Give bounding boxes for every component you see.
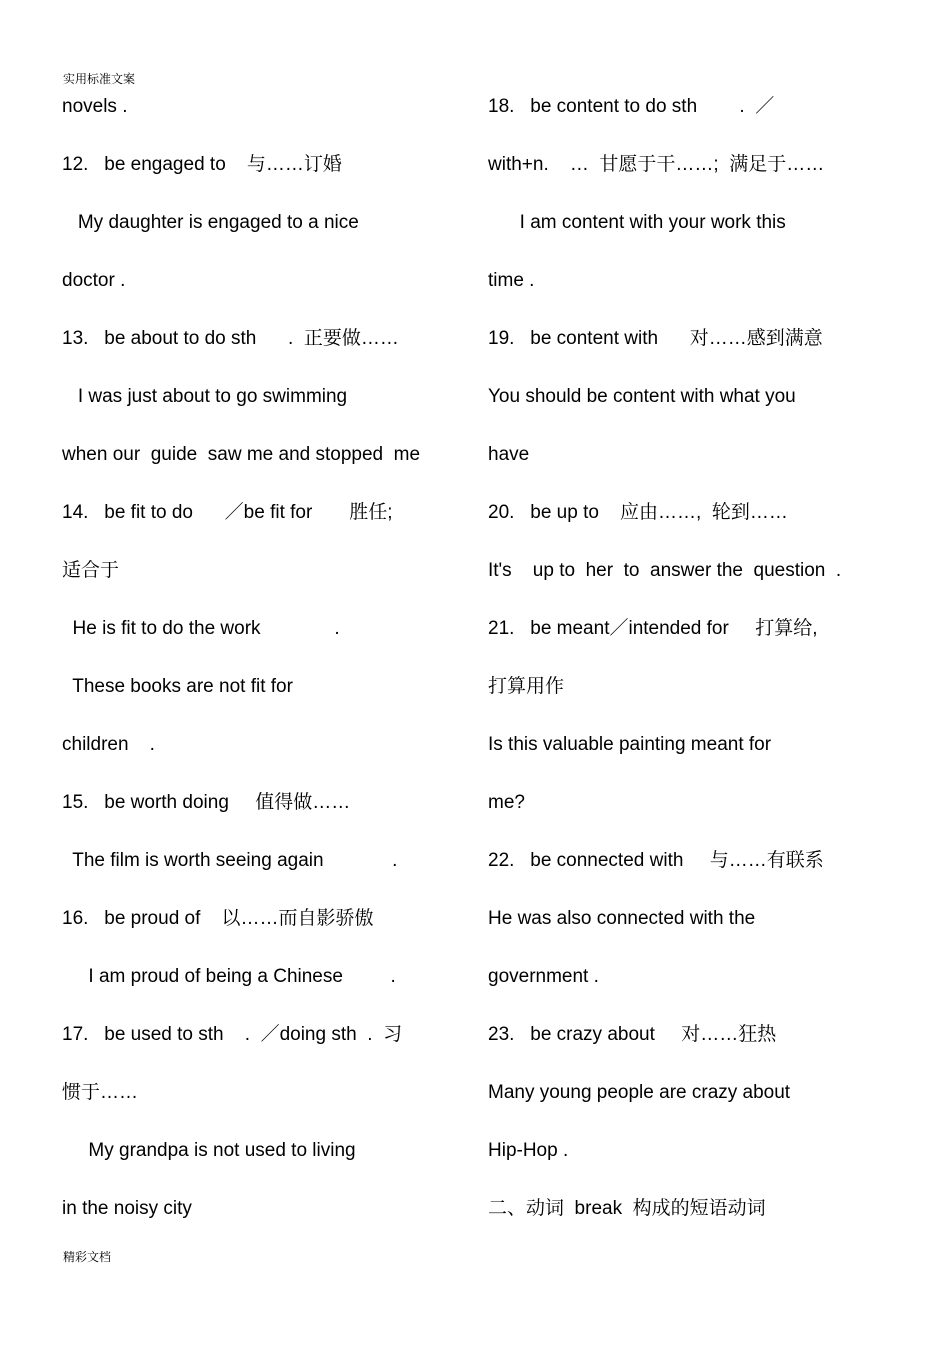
text-line: 15. be worth doing 值得做…… bbox=[62, 792, 351, 813]
text-line: 21. be meant／intended for 打算给, bbox=[488, 618, 818, 639]
text-line: 二、动词 break 构成的短语动词 bbox=[488, 1198, 766, 1219]
text-line: I am content with your work this bbox=[488, 212, 786, 233]
text-line: Is this valuable painting meant for bbox=[488, 734, 772, 755]
text-line: 13. be about to do sth . 正要做…… bbox=[62, 328, 399, 349]
text-line: 14. be fit to do ／be fit for 胜任; bbox=[62, 502, 393, 523]
page-header: 实用标准文案 bbox=[63, 72, 136, 86]
page-footer: 精彩文档 bbox=[63, 1250, 112, 1264]
text-line: me? bbox=[488, 792, 525, 813]
text-line: My daughter is engaged to a nice bbox=[62, 212, 359, 233]
text-line: You should be content with what you bbox=[488, 386, 796, 407]
text-line: 22. be connected with 与……有联系 bbox=[488, 850, 824, 871]
text-line: I was just about to go swimming bbox=[62, 386, 348, 407]
text-line: 18. be content to do sth . ／ bbox=[488, 96, 775, 117]
text-line: 23. be crazy about 对……狂热 bbox=[488, 1024, 777, 1045]
text-line: He was also connected with the bbox=[488, 908, 756, 929]
text-line: 惯于…… bbox=[62, 1082, 139, 1103]
text-line: 12. be engaged to 与……订婚 bbox=[62, 154, 342, 175]
text-line: time . bbox=[488, 270, 535, 291]
text-line: He is fit to do the work . bbox=[62, 618, 340, 639]
text-line: 20. be up to 应由……, 轮到…… bbox=[488, 502, 788, 523]
text-line: 16. be proud of 以……而自影骄傲 bbox=[62, 908, 374, 929]
text-line: 19. be content with 对……感到满意 bbox=[488, 328, 823, 349]
text-line: when our guide saw me and stopped me bbox=[62, 444, 421, 465]
text-line: in the noisy city bbox=[62, 1198, 192, 1219]
right-column bbox=[488, 84, 928, 1244]
text-line: doctor . bbox=[62, 270, 126, 291]
text-line: My grandpa is not used to living bbox=[62, 1140, 356, 1161]
text-line: The film is worth seeing again . bbox=[62, 850, 398, 871]
text-line: Hip-Hop . bbox=[488, 1140, 569, 1161]
text-line: government . bbox=[488, 966, 599, 987]
text-line: These books are not fit for bbox=[62, 676, 293, 697]
left-column bbox=[62, 84, 502, 1244]
text-line: It's up to her to answer the question . bbox=[488, 560, 842, 581]
text-line: 适合于 bbox=[62, 560, 120, 581]
text-line: Many young people are crazy about bbox=[488, 1082, 791, 1103]
text-line: novels . bbox=[62, 96, 128, 117]
text-line: with+n. … 甘愿于干……; 满足于…… bbox=[488, 154, 825, 175]
text-line: have bbox=[488, 444, 530, 465]
text-line: 打算用作 bbox=[488, 676, 565, 697]
text-line: I am proud of being a Chinese . bbox=[62, 966, 396, 987]
text-line: 17. be used to sth . ／doing sth . 习 bbox=[62, 1024, 403, 1045]
text-line: children . bbox=[62, 734, 155, 755]
